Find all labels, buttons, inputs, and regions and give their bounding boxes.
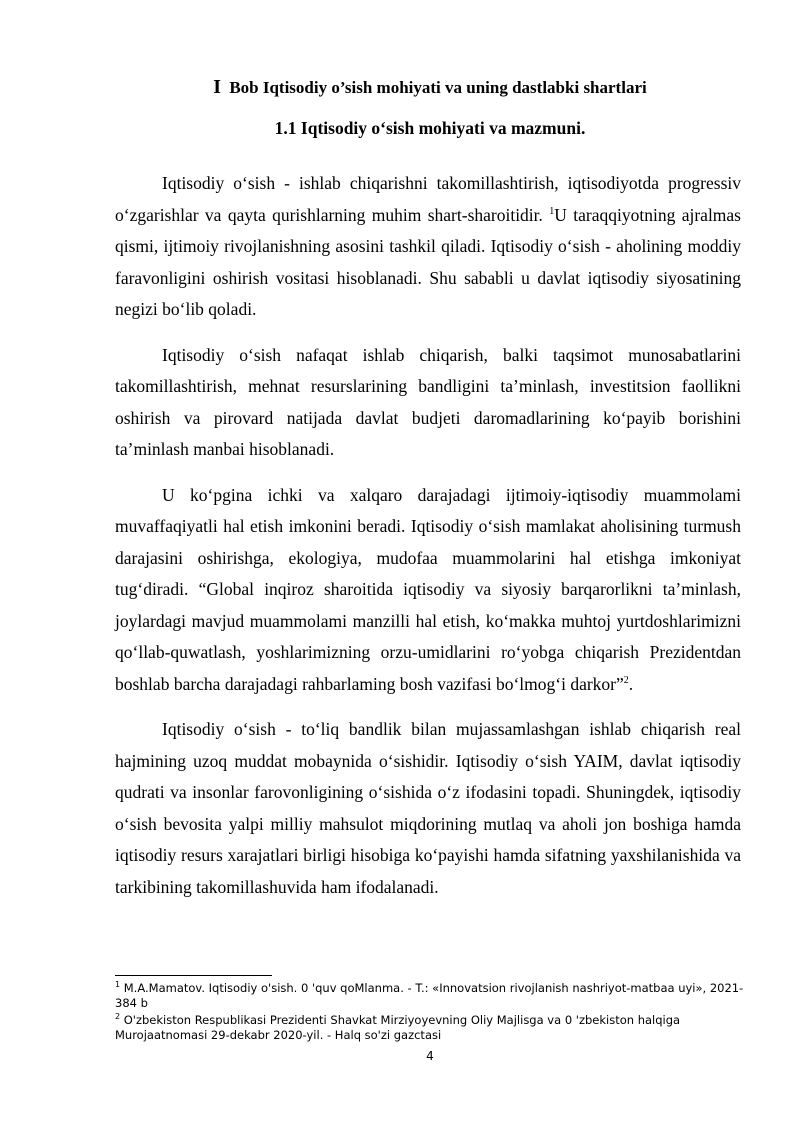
- footnote-text-1: M.A.Mamatov. Iqtisodiy o'sish. 0 'quv qoMlanma. - T.: «Innovatsion rivojlanish nashriyot-matbaa uyi», 2021-384 b: [115, 981, 744, 1010]
- paragraph-4: Iqtisodiy o‘sish - to‘liq bandlik bilan mujassamlashgan ishlab chiqarish real hajmining uzoq muddat mobaynida o‘sishidir. Iqtisodiy o‘sish YAIM, davlat iqtisodiy qudrati va insonlar farovonligining o‘sishida o‘z ifodasini topadi. Shuningdek, iqtisodiy o‘sish bevosita yalpi milliy mahsulot miqdorining mutlaq va aholi jon boshiga hamda iqtisodiy resurs xarajatlari birligi hisobiga ko‘payishi hamda sifatning yaxshilanishida va tarkibining takomillashuvida ham ifodalanadi.: [115, 719, 741, 897]
- footnote-ref-2[interactable]: 2: [623, 674, 629, 686]
- footnote-text-2: O'zbekiston Respublikasi Prezidenti Shavkat Mirziyoyevning Oliy Majlisga va 0 'zbekiston halqiga Murojaatnomasi 29-dekabr 2020-yil. - Halq so'zi gazctasi: [115, 1013, 681, 1042]
- chapter-title: [0, 76, 800, 99]
- chapter-number: I: [213, 76, 222, 98]
- page-number: 4: [426, 1049, 434, 1063]
- section-title: 1.1 Iqtisodiy o‘sish mohiyati va mazmuni.: [274, 118, 586, 138]
- paragraph-1: [115, 168, 741, 326]
- paragraph-3: [115, 480, 741, 701]
- body-text: [115, 168, 741, 917]
- footnote-number-2: 2: [115, 1012, 121, 1022]
- footnote-1: [115, 981, 745, 1011]
- footnote-number-1: 1: [115, 980, 121, 990]
- paragraph-1-text-a: Iqtisodiy o‘sish - ishlab chiqarishni takomillashtirish, iqtisodiyotda progressiv o‘zgarishlar va qayta qurishlarning muhim shart-sharoitidir.: [115, 173, 741, 225]
- footnotes: [115, 981, 745, 1045]
- chapter-title-text: Bob Iqtisodiy o’sish mohiyati va uning dastlabki shartlari: [229, 78, 647, 97]
- paragraph-3-end: .: [628, 673, 634, 694]
- footnote-separator: [115, 975, 272, 976]
- footnote-ref-1[interactable]: 1: [549, 205, 555, 217]
- paragraph-1-text-b: U taraqqiyotning ajralmas qismi, ijtimoiy rivojlanishning asosini tashkil qiladi. Iqtisodiy o‘sish - aholining moddiy faravonligini oshirish vositasi hisoblanadi. Shu sababli u davlat iqtisodiy siyosatining negizi bo‘lib qoladi.: [115, 204, 741, 319]
- footnote-2: [115, 1013, 745, 1043]
- paragraph-3-text: U ko‘pgina ichki va xalqaro darajadagi ijtimoiy-iqtisodiy muammolami muvaffaqiyatli hal etish imkonini beradi. Iqtisodiy o‘sish mamlakat aholisining turmush darajasini oshirishga, ekologiya, mudofaa muammolarini hal etishga imkoniyat tug‘diradi. “Global inqiroz sharoitida iqtisodiy va siyosiy barqarorlikni ta’minlash, joylardagi mavjud muammolami manzilli hal etish, ko‘makka muhtoj yurtdoshlarimizni qo‘llab-quwatlash, yoshlarimizning orzu-umidlarini ro‘yobga chiqarish Prezidentdan boshlab barcha darajadagi rahbarlaming bosh vazifasi bo‘lmog‘i darkor”: [115, 484, 741, 694]
- paragraph-2: Iqtisodiy o‘sish nafaqat ishlab chiqarish, balki taqsimot munosabatlarini takomillashtirish, mehnat resurslarining bandligini ta’minlash, investitsion faollikni oshirish va pirovard natijada davlat budjeti daromadlarining ko‘payib borishini ta’minlash manbai hisoblanadi.: [115, 344, 741, 459]
